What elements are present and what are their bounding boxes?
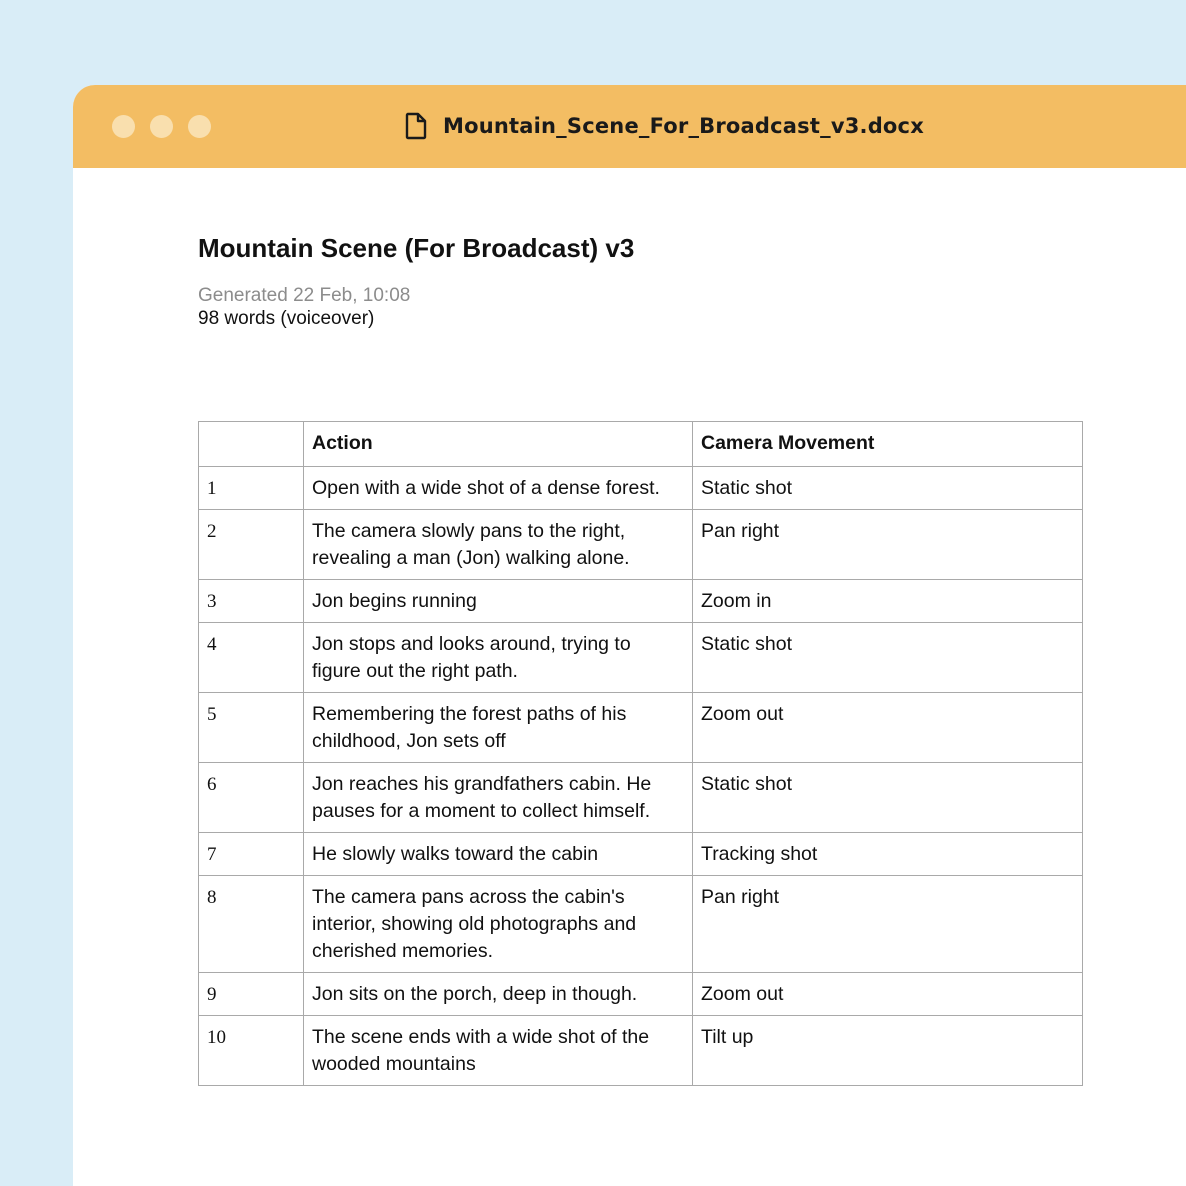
- shot-camera: Tilt up: [693, 1016, 1083, 1086]
- shot-number: 9: [199, 973, 304, 1016]
- shot-action: Jon sits on the porch, deep in though.: [304, 973, 693, 1016]
- shot-number: 1: [199, 467, 304, 510]
- header-number: [199, 422, 304, 467]
- header-action: Action: [304, 422, 693, 467]
- header-camera-movement: Camera Movement: [693, 422, 1083, 467]
- table-header-row: [199, 422, 1083, 467]
- shot-list-table: [198, 421, 1083, 1086]
- table-row: [199, 467, 1083, 510]
- table-row: [199, 833, 1083, 876]
- document-icon: [405, 112, 427, 140]
- shot-number: 6: [199, 763, 304, 833]
- shot-camera: Pan right: [693, 510, 1083, 580]
- table-row: [199, 693, 1083, 763]
- shot-camera: Static shot: [693, 467, 1083, 510]
- shot-action: Open with a wide shot of a dense forest.: [304, 467, 693, 510]
- table-row: [199, 973, 1083, 1016]
- window-title: Mountain_Scene_For_Broadcast_v3.docx: [443, 114, 924, 138]
- shot-action: Jon stops and looks around, trying to figure out the right path.: [304, 623, 693, 693]
- shot-number: 10: [199, 1016, 304, 1086]
- window-title-group: [405, 110, 924, 142]
- shot-camera: Tracking shot: [693, 833, 1083, 876]
- document-title: Mountain Scene (For Broadcast) v3: [198, 233, 635, 263]
- window-maximize-button[interactable]: [188, 115, 211, 138]
- shot-number: 2: [199, 510, 304, 580]
- title-bar: [73, 85, 1186, 168]
- table-row: [199, 623, 1083, 693]
- shot-number: 7: [199, 833, 304, 876]
- document-body: [198, 233, 1088, 1075]
- shot-action: The camera pans across the cabin's interior, showing old photographs and cherished memories.: [304, 876, 693, 973]
- table-row: [199, 510, 1083, 580]
- shot-camera: Zoom out: [693, 693, 1083, 763]
- shot-camera: Static shot: [693, 623, 1083, 693]
- shot-camera: Zoom out: [693, 973, 1083, 1016]
- shot-camera: Pan right: [693, 876, 1083, 973]
- document-window: [73, 85, 1186, 1186]
- word-count: 98 words (voiceover): [198, 308, 375, 329]
- shot-action: He slowly walks toward the cabin: [304, 833, 693, 876]
- shot-action: Jon begins running: [304, 580, 693, 623]
- shot-action: Remembering the forest paths of his childhood, Jon sets off: [304, 693, 693, 763]
- shot-number: 3: [199, 580, 304, 623]
- shot-number: 4: [199, 623, 304, 693]
- table-row: [199, 763, 1083, 833]
- shot-action: The scene ends with a wide shot of the wooded mountains: [304, 1016, 693, 1086]
- window-close-button[interactable]: [112, 115, 135, 138]
- shot-action: The camera slowly pans to the right, revealing a man (Jon) walking alone.: [304, 510, 693, 580]
- generated-timestamp: Generated 22 Feb, 10:08: [198, 285, 411, 306]
- shot-camera: Static shot: [693, 763, 1083, 833]
- shot-action: Jon reaches his grandfathers cabin. He pauses for a moment to collect himself.: [304, 763, 693, 833]
- document-meta: [198, 284, 1088, 330]
- table-row: [199, 1016, 1083, 1086]
- shot-camera: Zoom in: [693, 580, 1083, 623]
- table-row: [199, 876, 1083, 973]
- shot-number: 8: [199, 876, 304, 973]
- shot-number: 5: [199, 693, 304, 763]
- window-minimize-button[interactable]: [150, 115, 173, 138]
- table-row: [199, 580, 1083, 623]
